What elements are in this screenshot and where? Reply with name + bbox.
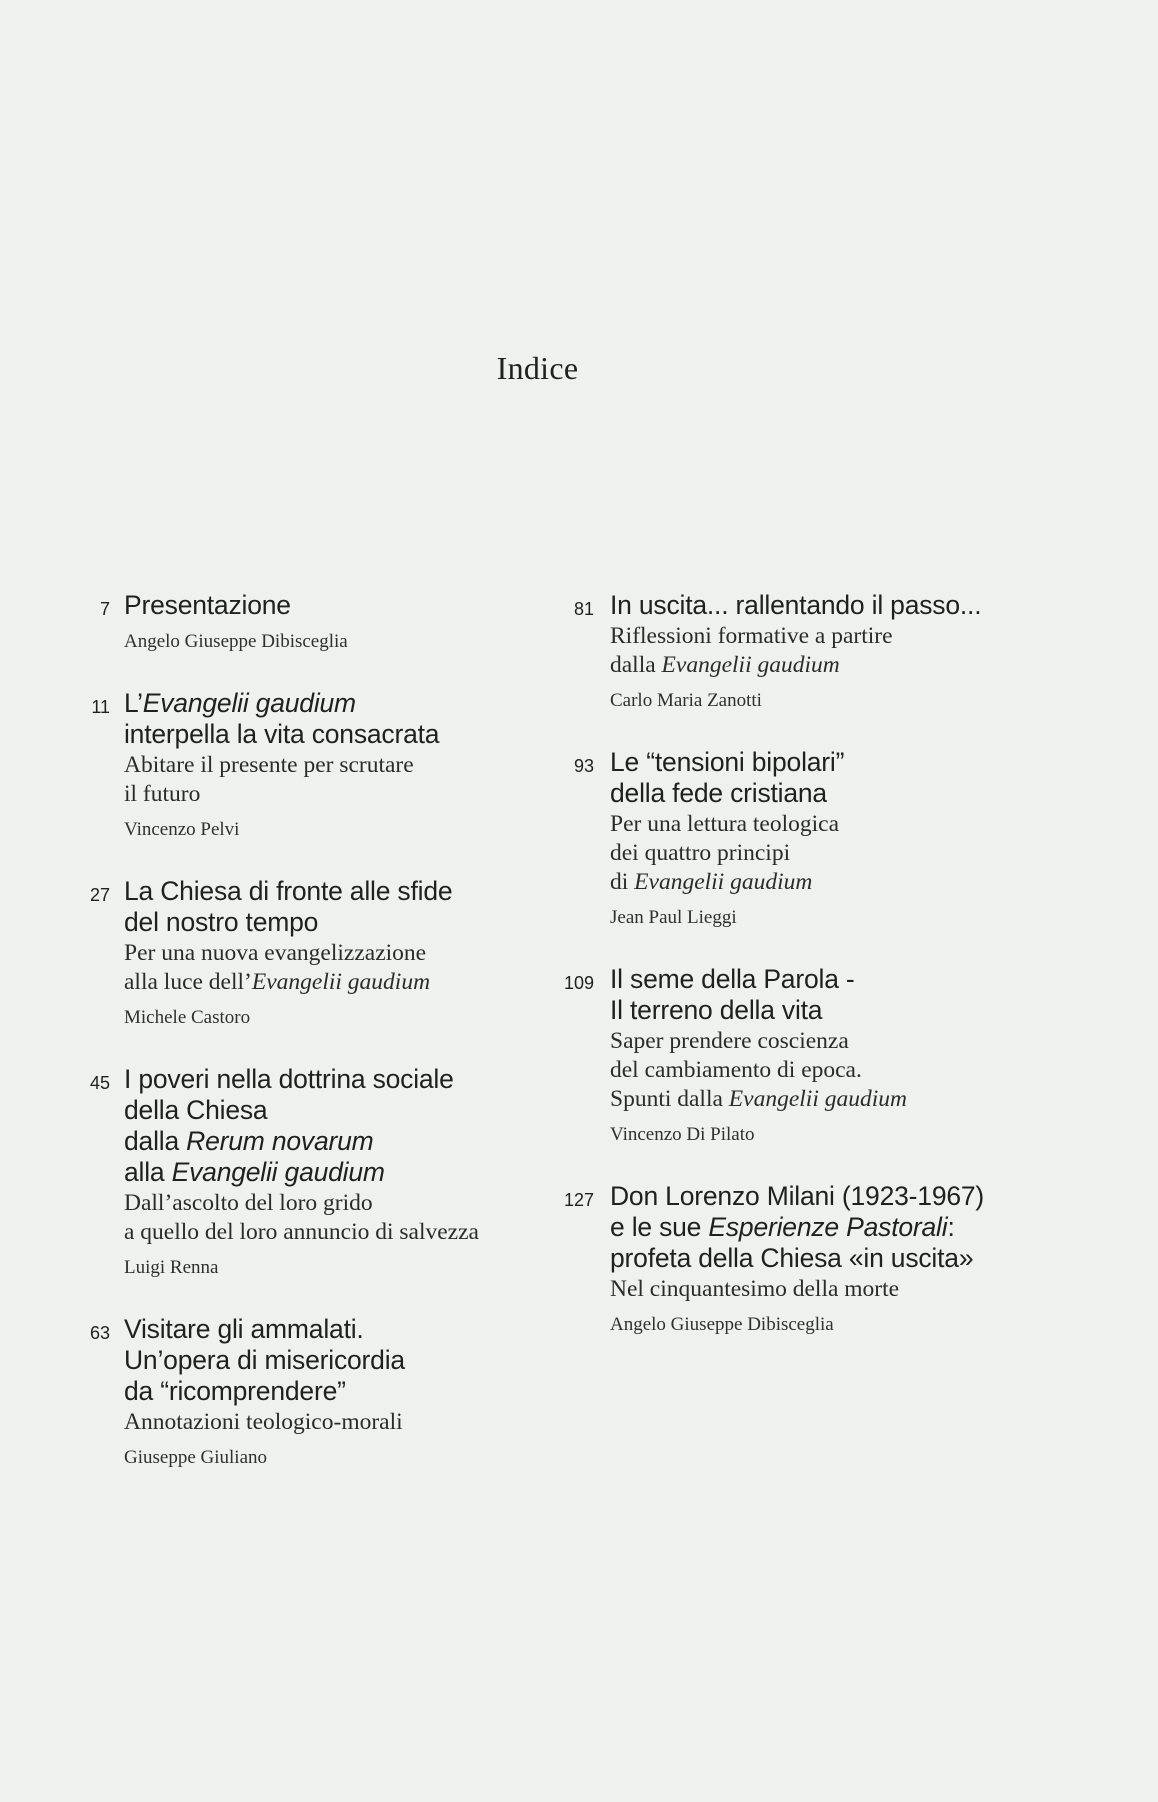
entry-subtitle: Dall’ascolto del loro grido a quello del loro annuncio di salvezza xyxy=(124,1190,479,1245)
entry-author: Jean Paul Lieggi xyxy=(610,907,737,928)
entry-subtitle: Saper prendere coscienza del cambiamento di epoca. Spunti dalla Evangelii gaudium xyxy=(610,1028,907,1112)
entry-author: Vincenzo Pelvi xyxy=(124,819,240,840)
toc-entry[interactable] xyxy=(70,1064,540,1280)
entry-author: Carlo Maria Zanotti xyxy=(610,690,762,711)
entry-title: Le “tensioni bipolari” della fede cristiana xyxy=(610,747,845,808)
toc-entry[interactable] xyxy=(556,964,1056,1147)
toc-entry[interactable] xyxy=(556,747,1056,930)
entry-author: Angelo Giuseppe Dibisceglia xyxy=(124,631,348,652)
toc-entry[interactable] xyxy=(70,1314,540,1470)
page-number: 127 xyxy=(563,1190,594,1210)
entry-title: Visitare gli ammalati. Un’opera di misericordia da “ricomprendere” xyxy=(124,1314,405,1406)
toc-entry[interactable] xyxy=(556,590,1056,713)
entry-author: Luigi Renna xyxy=(124,1257,219,1278)
page-number: 81 xyxy=(573,599,594,619)
toc-entry[interactable] xyxy=(70,590,540,654)
page-number: 45 xyxy=(89,1073,110,1093)
entry-title: L’Evangelii gaudium interpella la vita consacrata xyxy=(124,688,540,750)
entry-title: In uscita... rallentando il passo... xyxy=(610,590,982,620)
entry-subtitle: Annotazioni teologico-morali xyxy=(124,1409,403,1435)
entry-subtitle: Riflessioni formative a partire dalla Evangelii gaudium xyxy=(610,623,893,678)
page-number: 27 xyxy=(89,885,110,905)
entry-title: La Chiesa di fronte alle sfide del nostro tempo xyxy=(124,876,453,937)
entry-author: Michele Castoro xyxy=(124,1007,251,1028)
page-number: 109 xyxy=(563,973,594,993)
entry-title: Presentazione xyxy=(124,590,291,620)
toc-entry[interactable] xyxy=(70,876,540,1030)
entry-title: I poveri nella dottrina sociale della Chiesa dalla Rerum novarum alla Evangelii gaudium xyxy=(124,1064,454,1187)
entry-author: Giuseppe Giuliano xyxy=(124,1447,268,1468)
page-number: 93 xyxy=(573,756,594,776)
toc-entry[interactable] xyxy=(70,688,540,842)
entry-title: Don Lorenzo Milani (1923-1967) e le sue Esperienze Pastorali: profeta della Chiesa «in uscita» xyxy=(610,1181,985,1273)
page-number: 7 xyxy=(99,599,110,619)
title-line-italic-mix: L’Evangelii gaudium xyxy=(124,688,356,718)
toc-left-column xyxy=(70,590,540,1470)
page-title: Indice xyxy=(496,350,579,386)
toc-right-column xyxy=(556,590,1056,1337)
entry-subtitle: Per una lettura teologica dei quattro principi di Evangelii gaudium xyxy=(610,811,840,895)
entry-subtitle: Abitare il presente per scrutare il futuro xyxy=(124,752,414,807)
entry-subtitle: Nel cinquantesimo della morte xyxy=(610,1276,900,1302)
entry-title: Il seme della Parola - Il terreno della vita xyxy=(610,964,855,1025)
entry-subtitle: Per una nuova evangelizzazione alla luce dell’Evangelii gaudium xyxy=(124,940,431,995)
entry-author: Vincenzo Di Pilato xyxy=(610,1124,755,1145)
toc-entry[interactable] xyxy=(556,1181,1056,1337)
page-number: 11 xyxy=(91,697,110,717)
page-number: 63 xyxy=(89,1323,110,1343)
entry-author: Angelo Giuseppe Dibisceglia xyxy=(610,1314,834,1335)
